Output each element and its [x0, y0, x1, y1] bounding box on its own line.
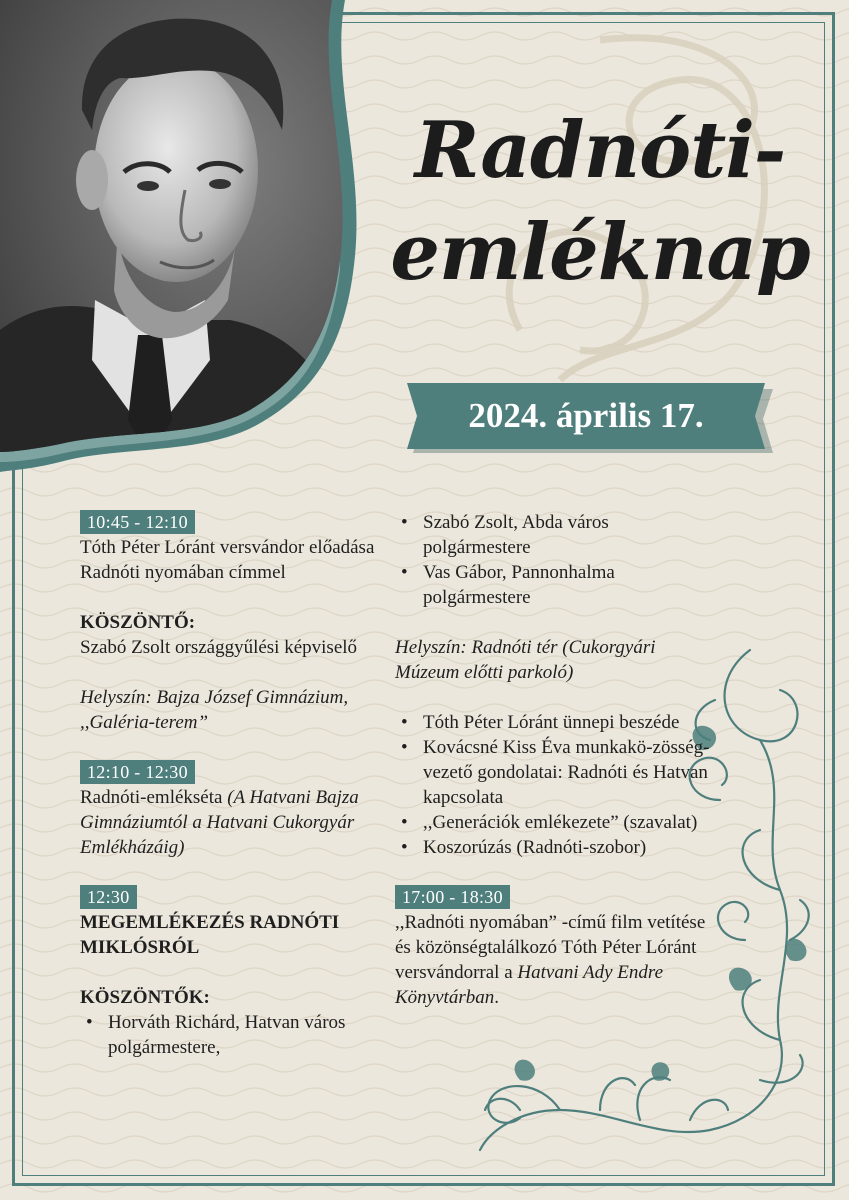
time-badge-1: 10:45 - 12:10: [80, 510, 195, 534]
list-item: • ,,Generációk emlékezete” (szavalat): [395, 810, 715, 835]
commemoration-heading: MEGEMLÉKEZÉS RADNÓTI MIKLÓSRÓL: [80, 912, 340, 958]
schedule-right-column: [395, 510, 715, 1010]
page-title: [390, 100, 810, 304]
portrait-photo: [0, 0, 380, 480]
title-line-2: emléknap: [390, 207, 810, 298]
list-item: • Tóth Péter Lóránt ünnepi beszéde: [395, 710, 715, 735]
list-item: • Horváth Richárd, Hatvan város polgármestere,: [80, 1010, 380, 1060]
schedule-left-column: [80, 510, 380, 1060]
session-1-description: Tóth Péter Lóránt versvándor előadása Radnóti nyomában címmel: [80, 537, 375, 583]
session-1-venue: Helyszín: Bajza József Gimnázium, ,,Galéria-terem”: [80, 687, 349, 733]
list-item: • Vas Gábor, Pannonhalma polgármestere: [395, 560, 715, 610]
title-line-1: Radnóti-: [414, 105, 786, 196]
session-2-description: [80, 785, 380, 860]
event-date: 2024. április 17.: [468, 396, 704, 435]
memorial-walk-label: Radnóti-emlékséta: [80, 787, 223, 808]
sentence-end: .: [494, 987, 499, 1008]
film-screening-text: ,,Radnóti nyomában” -című film vetítése és közönségtalálkozó Tóth Péter Lóránt versvándorral a: [395, 912, 706, 983]
welcome-heading: KÖSZÖNTŐ:: [80, 612, 196, 633]
session-4-description: [395, 910, 715, 1010]
welcome-speaker: Szabó Zsolt országgyűlési képviselő: [80, 637, 358, 658]
greeters-list-right: [395, 510, 715, 610]
greeters-list-left: [80, 1010, 380, 1060]
list-item: • Szabó Zsolt, Abda város polgármestere: [395, 510, 715, 560]
greeters-heading: KÖSZÖNTŐK:: [80, 987, 210, 1008]
list-item: • Kovácsné Kiss Éva munkakö-zösség-vezető gondolatai: Radnóti és Hatvan kapcsolata: [395, 735, 715, 810]
program-list: [395, 710, 715, 860]
time-badge-2: 12:10 - 12:30: [80, 760, 195, 784]
commemoration-venue: Helyszín: Radnóti tér (Cukorgyári Múzeum előtti parkoló): [395, 637, 656, 683]
library-name: Hatvani Ady Endre Könyvtárban: [395, 962, 664, 1008]
time-badge-4: 17:00 - 18:30: [395, 885, 510, 909]
memorial-walk-route: (A Hatvani Bajza Gimnáziumtól a Hatvani Cukorgyár Emlékházáig): [80, 787, 359, 858]
time-badge-3: 12:30: [80, 885, 137, 909]
list-item: • Koszorúzás (Radnóti-szobor): [395, 835, 715, 860]
